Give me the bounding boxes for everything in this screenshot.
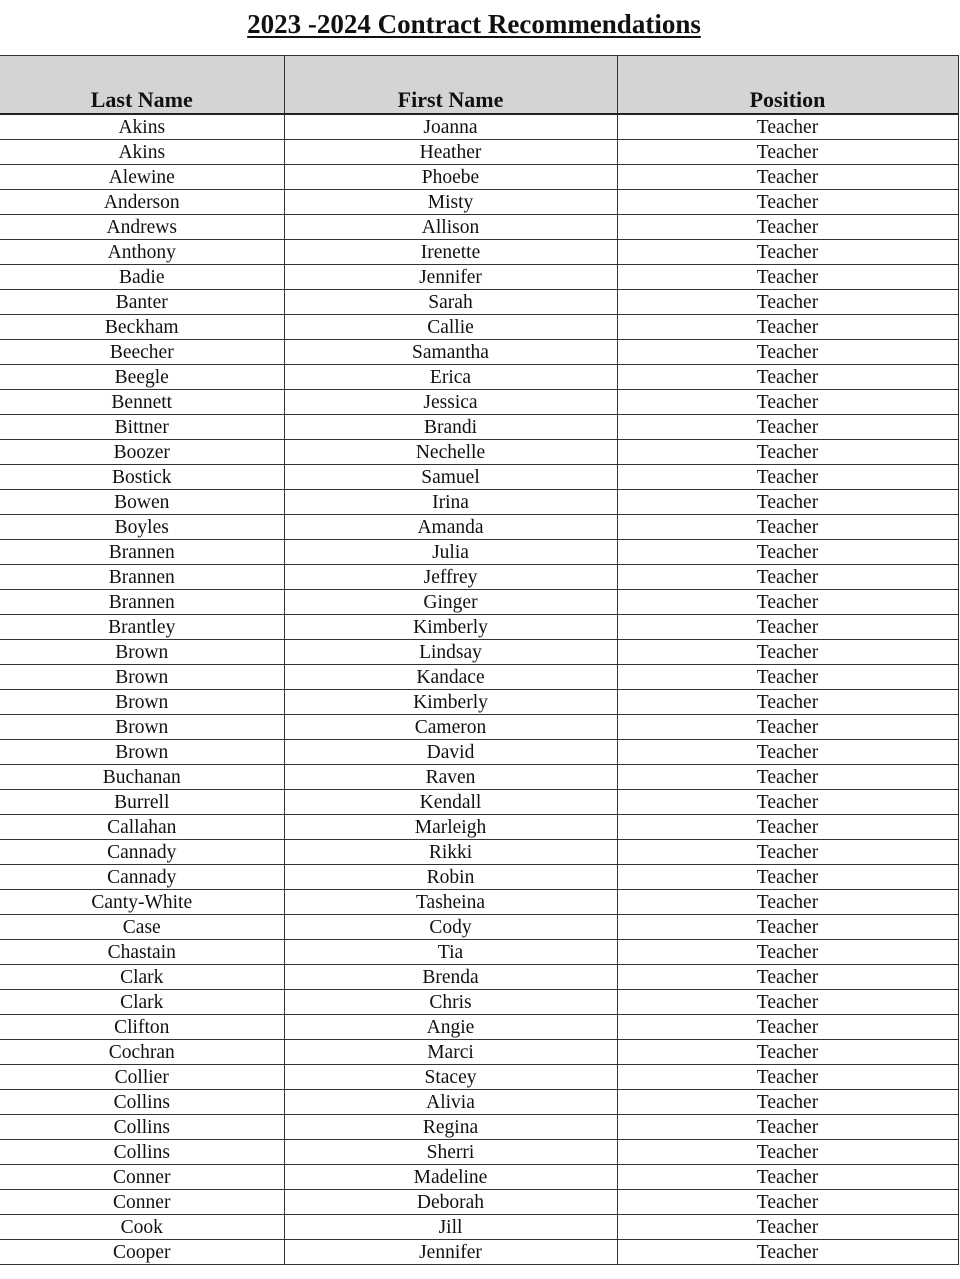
table-row [0, 890, 958, 915]
first-name-cell: Phoebe [284, 165, 617, 190]
table-row [0, 1165, 958, 1190]
table-row [0, 1040, 958, 1065]
last-name-cell: Conner [0, 1190, 284, 1215]
last-name-cell: Cochran [0, 1040, 284, 1065]
first-name-cell: Jeffrey [284, 565, 617, 590]
table-row [0, 1190, 958, 1215]
first-name-cell: Irina [284, 490, 617, 515]
last-name-cell: Beegle [0, 365, 284, 390]
table-row [0, 415, 958, 440]
position-cell: Teacher [617, 465, 958, 490]
table-row [0, 990, 958, 1015]
position-cell: Teacher [617, 365, 958, 390]
last-name-cell: Brown [0, 665, 284, 690]
position-cell: Teacher [617, 515, 958, 540]
last-name-cell: Cannady [0, 840, 284, 865]
last-name-cell: Bowen [0, 490, 284, 515]
contract-recommendations-table [0, 55, 959, 1265]
first-name-cell: Heather [284, 140, 617, 165]
table-row [0, 590, 958, 615]
first-name-cell: Angie [284, 1015, 617, 1040]
position-cell: Teacher [617, 340, 958, 365]
first-name-cell: Kimberly [284, 690, 617, 715]
first-name-cell: Kendall [284, 790, 617, 815]
last-name-cell: Brantley [0, 615, 284, 640]
table-row [0, 1090, 958, 1115]
first-name-cell: Erica [284, 365, 617, 390]
last-name-cell: Case [0, 915, 284, 940]
last-name-cell: Collier [0, 1065, 284, 1090]
first-name-cell: Stacey [284, 1065, 617, 1090]
position-cell: Teacher [617, 290, 958, 315]
last-name-cell: Brannen [0, 590, 284, 615]
table-row [0, 715, 958, 740]
first-name-cell: Kandace [284, 665, 617, 690]
table-row [0, 490, 958, 515]
last-name-cell: Clark [0, 990, 284, 1015]
last-name-cell: Anderson [0, 190, 284, 215]
position-cell: Teacher [617, 240, 958, 265]
position-cell: Teacher [617, 1190, 958, 1215]
position-cell: Teacher [617, 740, 958, 765]
last-name-cell: Brannen [0, 565, 284, 590]
last-name-cell: Bittner [0, 415, 284, 440]
first-name-cell: Jessica [284, 390, 617, 415]
last-name-cell: Canty-White [0, 890, 284, 915]
first-name-cell: Brenda [284, 965, 617, 990]
last-name-cell: Chastain [0, 940, 284, 965]
position-cell: Teacher [617, 565, 958, 590]
first-name-cell: Robin [284, 865, 617, 890]
position-cell: Teacher [617, 690, 958, 715]
document-title [0, 6, 948, 42]
first-name-cell: Tasheina [284, 890, 617, 915]
table-row [0, 565, 958, 590]
first-name-cell: Misty [284, 190, 617, 215]
table-row [0, 1065, 958, 1090]
position-cell: Teacher [617, 1140, 958, 1165]
table-row [0, 965, 958, 990]
position-cell: Teacher [617, 440, 958, 465]
first-name-cell: Deborah [284, 1190, 617, 1215]
position-cell: Teacher [617, 390, 958, 415]
last-name-cell: Collins [0, 1140, 284, 1165]
last-name-cell: Alewine [0, 165, 284, 190]
first-name-cell: Tia [284, 940, 617, 965]
table-row [0, 640, 958, 665]
position-cell: Teacher [617, 840, 958, 865]
last-name-cell: Brown [0, 690, 284, 715]
position-cell: Teacher [617, 1215, 958, 1240]
position-cell: Teacher [617, 915, 958, 940]
table-header-row [0, 56, 958, 115]
position-cell: Teacher [617, 1065, 958, 1090]
first-name-cell: Marleigh [284, 815, 617, 840]
first-name-cell: Callie [284, 315, 617, 340]
position-cell: Teacher [617, 715, 958, 740]
table-row [0, 114, 958, 140]
position-cell: Teacher [617, 190, 958, 215]
first-name-cell: Irenette [284, 240, 617, 265]
last-name-cell: Burrell [0, 790, 284, 815]
first-name-cell: Kimberly [284, 615, 617, 640]
last-name-cell: Anthony [0, 240, 284, 265]
last-name-cell: Clark [0, 965, 284, 990]
last-name-cell: Boozer [0, 440, 284, 465]
first-name-cell: Ginger [284, 590, 617, 615]
table-row [0, 665, 958, 690]
column-header-first-name: First Name [284, 56, 617, 115]
last-name-cell: Bennett [0, 390, 284, 415]
position-cell: Teacher [617, 215, 958, 240]
first-name-cell: Raven [284, 765, 617, 790]
table-row [0, 440, 958, 465]
column-header-position: Position [617, 56, 958, 115]
first-name-cell: Regina [284, 1115, 617, 1140]
position-cell: Teacher [617, 665, 958, 690]
first-name-cell: Brandi [284, 415, 617, 440]
table-row [0, 1215, 958, 1240]
first-name-cell: Chris [284, 990, 617, 1015]
position-cell: Teacher [617, 590, 958, 615]
last-name-cell: Cooper [0, 1240, 284, 1265]
position-cell: Teacher [617, 965, 958, 990]
table-row [0, 465, 958, 490]
position-cell: Teacher [617, 890, 958, 915]
first-name-cell: David [284, 740, 617, 765]
table-row [0, 315, 958, 340]
last-name-cell: Akins [0, 140, 284, 165]
document-title-text: 2023 -2024 Contract Recommendations [247, 9, 701, 39]
table-row [0, 940, 958, 965]
position-cell: Teacher [617, 1090, 958, 1115]
first-name-cell: Sarah [284, 290, 617, 315]
table-row [0, 615, 958, 640]
table-row [0, 740, 958, 765]
table-row [0, 265, 958, 290]
first-name-cell: Marci [284, 1040, 617, 1065]
position-cell: Teacher [617, 490, 958, 515]
position-cell: Teacher [617, 1240, 958, 1265]
position-cell: Teacher [617, 940, 958, 965]
table-row [0, 840, 958, 865]
position-cell: Teacher [617, 765, 958, 790]
table-row [0, 1140, 958, 1165]
table-row [0, 765, 958, 790]
position-cell: Teacher [617, 1040, 958, 1065]
first-name-cell: Lindsay [284, 640, 617, 665]
table-row [0, 540, 958, 565]
position-cell: Teacher [617, 140, 958, 165]
last-name-cell: Badie [0, 265, 284, 290]
position-cell: Teacher [617, 265, 958, 290]
first-name-cell: Allison [284, 215, 617, 240]
position-cell: Teacher [617, 790, 958, 815]
table-body [0, 114, 958, 1265]
table-row [0, 240, 958, 265]
position-cell: Teacher [617, 990, 958, 1015]
table-row [0, 515, 958, 540]
table-row [0, 790, 958, 815]
position-cell: Teacher [617, 1015, 958, 1040]
first-name-cell: Jennifer [284, 265, 617, 290]
position-cell: Teacher [617, 640, 958, 665]
table-row [0, 215, 958, 240]
last-name-cell: Brown [0, 740, 284, 765]
position-cell: Teacher [617, 315, 958, 340]
first-name-cell: Nechelle [284, 440, 617, 465]
column-header-last-name: Last Name [0, 56, 284, 115]
last-name-cell: Clifton [0, 1015, 284, 1040]
last-name-cell: Cook [0, 1215, 284, 1240]
position-cell: Teacher [617, 1165, 958, 1190]
last-name-cell: Conner [0, 1165, 284, 1190]
last-name-cell: Brown [0, 640, 284, 665]
first-name-cell: Madeline [284, 1165, 617, 1190]
last-name-cell: Brown [0, 715, 284, 740]
last-name-cell: Collins [0, 1090, 284, 1115]
table-row [0, 865, 958, 890]
table-row [0, 365, 958, 390]
position-cell: Teacher [617, 1115, 958, 1140]
table-row [0, 190, 958, 215]
position-cell: Teacher [617, 415, 958, 440]
table-row [0, 690, 958, 715]
first-name-cell: Joanna [284, 114, 617, 140]
last-name-cell: Akins [0, 114, 284, 140]
first-name-cell: Jennifer [284, 1240, 617, 1265]
last-name-cell: Beckham [0, 315, 284, 340]
first-name-cell: Samuel [284, 465, 617, 490]
last-name-cell: Banter [0, 290, 284, 315]
table-row [0, 290, 958, 315]
last-name-cell: Boyles [0, 515, 284, 540]
first-name-cell: Amanda [284, 515, 617, 540]
last-name-cell: Andrews [0, 215, 284, 240]
position-cell: Teacher [617, 165, 958, 190]
last-name-cell: Brannen [0, 540, 284, 565]
first-name-cell: Julia [284, 540, 617, 565]
last-name-cell: Cannady [0, 865, 284, 890]
last-name-cell: Beecher [0, 340, 284, 365]
table-row [0, 390, 958, 415]
first-name-cell: Alivia [284, 1090, 617, 1115]
position-cell: Teacher [617, 865, 958, 890]
last-name-cell: Collins [0, 1115, 284, 1140]
first-name-cell: Cameron [284, 715, 617, 740]
first-name-cell: Cody [284, 915, 617, 940]
last-name-cell: Callahan [0, 815, 284, 840]
table-row [0, 1115, 958, 1140]
position-cell: Teacher [617, 114, 958, 140]
first-name-cell: Sherri [284, 1140, 617, 1165]
table-row [0, 915, 958, 940]
table-row [0, 140, 958, 165]
first-name-cell: Jill [284, 1215, 617, 1240]
table-row [0, 165, 958, 190]
first-name-cell: Rikki [284, 840, 617, 865]
position-cell: Teacher [617, 540, 958, 565]
table-row [0, 1015, 958, 1040]
last-name-cell: Buchanan [0, 765, 284, 790]
first-name-cell: Samantha [284, 340, 617, 365]
table-row [0, 340, 958, 365]
table-row [0, 815, 958, 840]
table-row [0, 1240, 958, 1265]
last-name-cell: Bostick [0, 465, 284, 490]
position-cell: Teacher [617, 815, 958, 840]
position-cell: Teacher [617, 615, 958, 640]
